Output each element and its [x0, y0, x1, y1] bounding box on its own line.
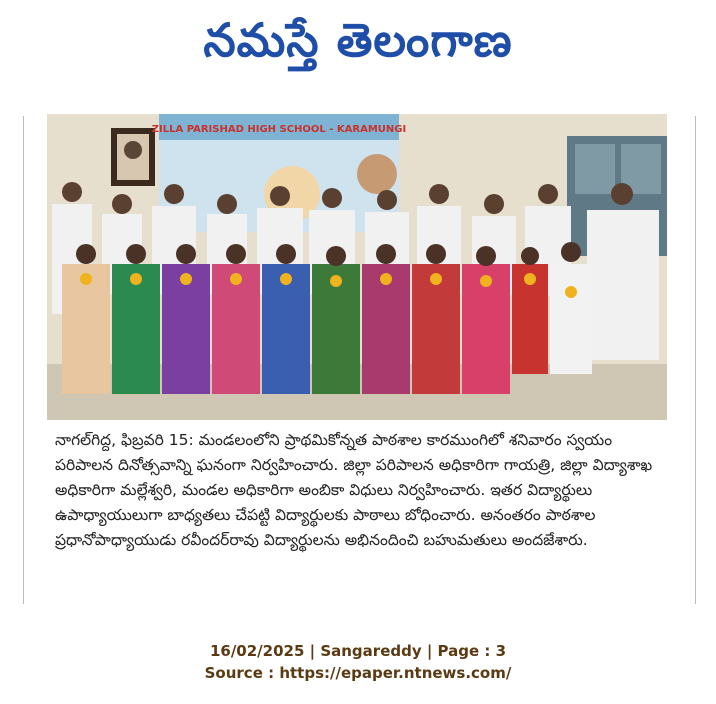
banner-text: ZILLA PARISHAD HIGH SCHOOL - KARAMUNGI	[151, 124, 407, 135]
article-body	[55, 428, 665, 553]
news-photo	[47, 114, 667, 420]
article-paragraph: నాగల్‌గిద్ద, ఫిబ్రవరి 15: మండలంలోని ప్రాథమికోన్నత పాఠశాల కారముంగిలో శనివారం స్వయం పరిపాలన దినోత్సవాన్ని ఘనంగా నిర్వహించారు. జిల్లా పరిపాలన అధికారిగా గాయత్రి, జిల్లా విద్యాశాఖ అధికారిగా మల్లేశ్వరి, మండల అధికారిగా అంబికా విధులు నిర్వహించారు. ఇతర విద్యార్థులు ఉపాధ్యాయులుగా బాధ్యతలు చేపట్టి విద్యార్థులకు పాఠాలు బోధించారు. అనంతరం పాఠశాల ప్రధానోపాధ్యాయుడు రవీందర్‌రావు విద్యార్థులను అభినందించి బహుమతులు అందజేశారు.	[55, 431, 653, 549]
newspaper-logo: నమస్తే తెలంగాణ	[203, 13, 513, 67]
footer-date-edition: 16/02/2025 | Sangareddy | Page : 3	[209, 642, 507, 660]
masthead	[0, 0, 716, 80]
footer-source: Source : https://epaper.ntnews.com/	[204, 664, 512, 682]
